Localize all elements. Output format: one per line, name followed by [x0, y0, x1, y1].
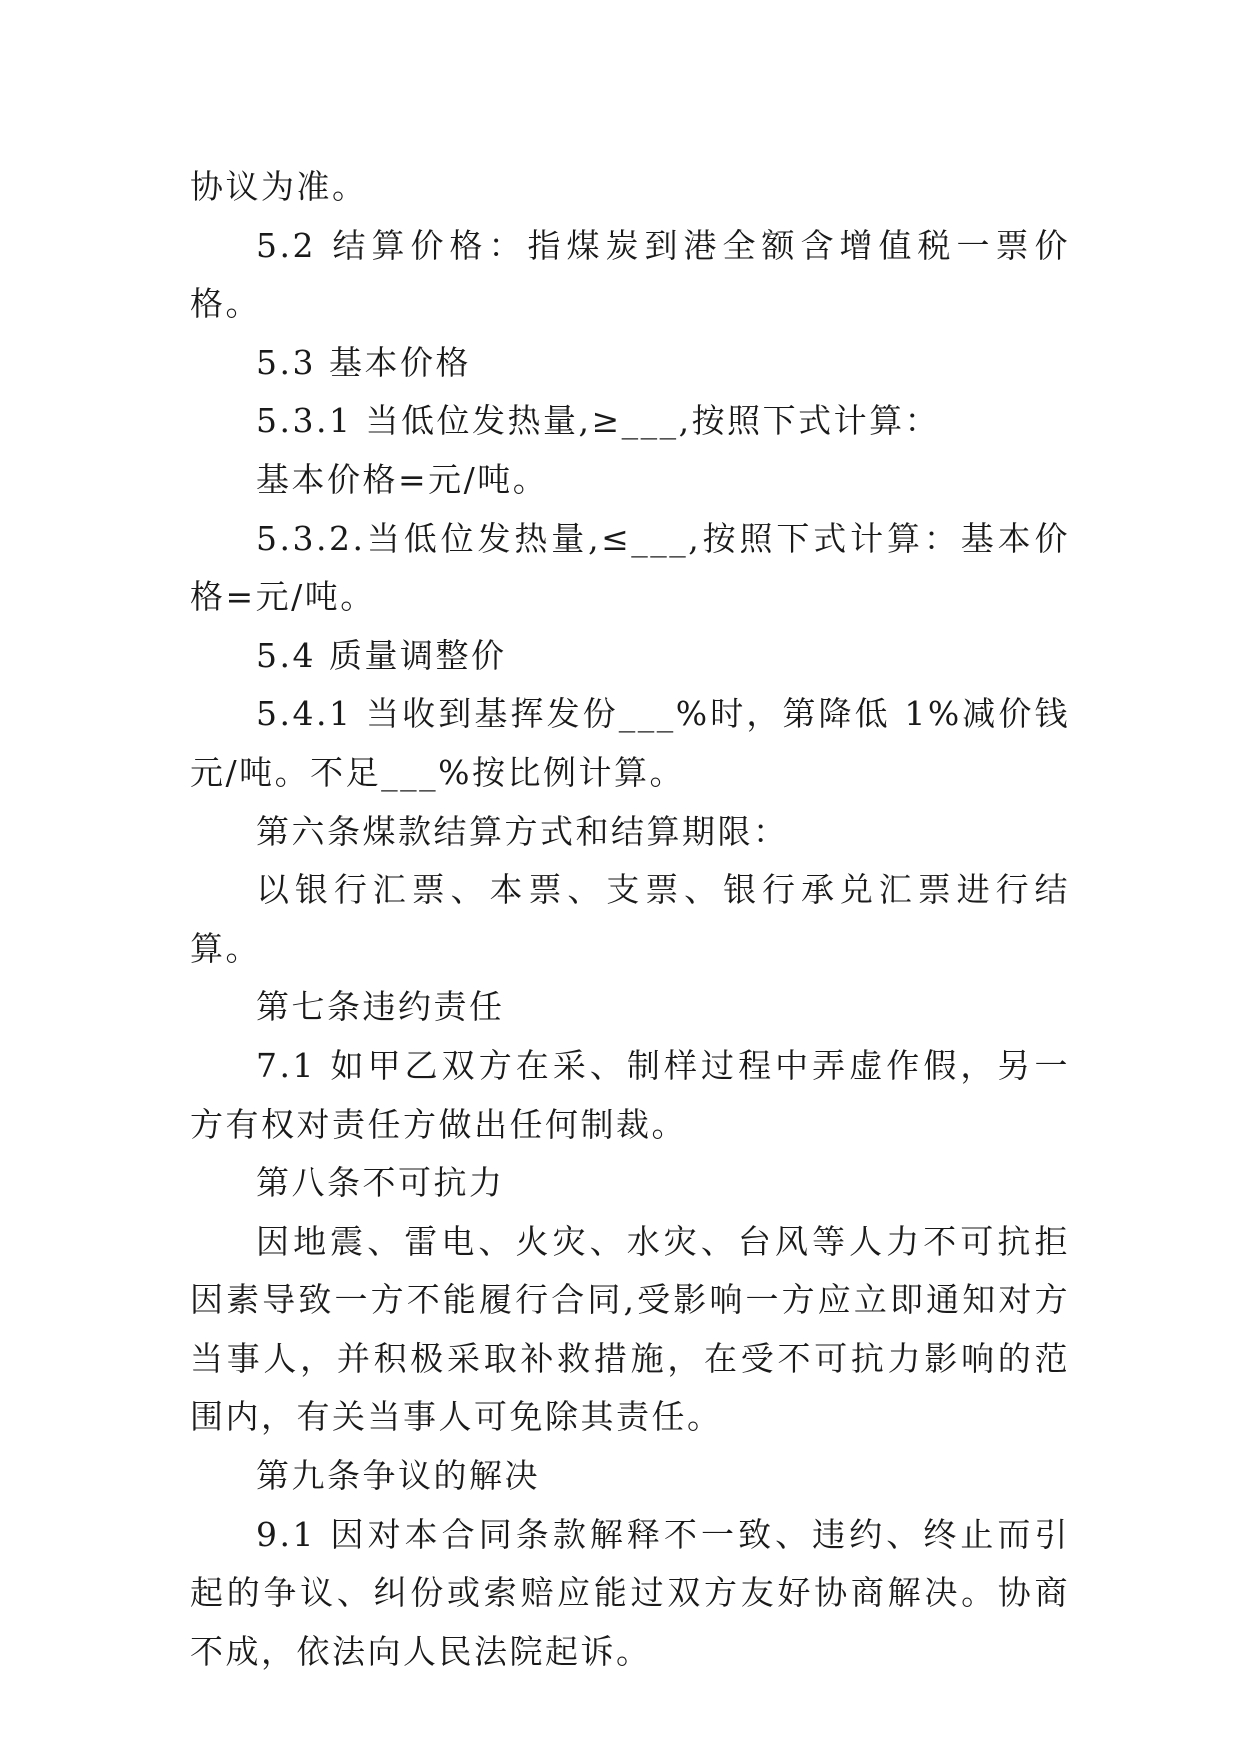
- paragraph-5-3-2: 5.3.2.当低位发热量,≤___,按照下式计算：基本价格=元/吨。: [190, 518, 1070, 617]
- heading-article-6: 第六条煤款结算方式和结算期限：: [256, 811, 789, 851]
- paragraph-5-2-settlement-price: 5.2 结算价格：指煤炭到港全额含增值税一票价格。: [190, 225, 1070, 324]
- paragraph-7-1: 7.1 如甲乙双方在采、制样过程中弄虚作假，另一方有权对责任方做出任何制裁。: [190, 1045, 1070, 1144]
- paragraph-5-4-1: 5.4.1 当收到基挥发份___%时，第降低 1%减价钱元/吨。不足___%按比例计算。: [190, 694, 1070, 792]
- heading-article-8: 第八条不可抗力: [256, 1163, 505, 1203]
- heading-article-9: 第九条争议的解决: [256, 1456, 540, 1496]
- document-body: [190, 158, 1070, 1681]
- paragraph-force-majeure: 因地震、雷电、火灾、水灾、台风等人力不可抗拒因素导致一方不能履行合同,受影响一方应立即通知对方当事人，并积极采取补救措施，在受不可抗力影响的范围内，有关当事人可免除其责任。: [190, 1221, 1070, 1437]
- heading-5-3-base-price: 5.3 基本价格: [256, 342, 471, 382]
- paragraph-9-1: 9.1 因对本合同条款解释不一致、违约、终止而引起的争议、纠份或索赔应能过双方友好协商解决。协商不成，依法向人民法院起诉。: [190, 1514, 1070, 1671]
- paragraph-5-3-1: 5.3.1 当低位发热量,≥___,按照下式计算：: [256, 401, 941, 441]
- paragraph-continuation: 协议为准。: [190, 167, 368, 206]
- paragraph-settlement-methods: 以银行汇票、本票、支票、银行承兑汇票进行结算。: [190, 870, 1070, 968]
- paragraph-base-price-formula: 基本价格=元/吨。: [256, 459, 549, 499]
- heading-article-7: 第七条违约责任: [256, 987, 505, 1027]
- heading-5-4-quality-adjustment: 5.4 质量调整价: [256, 635, 507, 675]
